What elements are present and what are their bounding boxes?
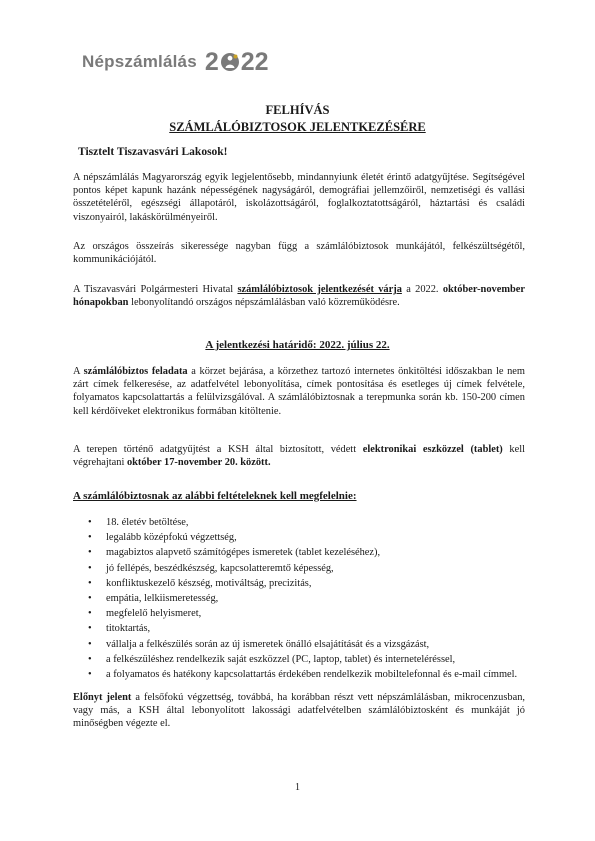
device-period: október 17-november 20. között. [126, 457, 271, 469]
requirement-item: • a felkészüléshez rendelkezik saját eszközzel (PC, laptop, tablet) és interneteléréssel, [88, 652, 528, 667]
logo-text: Népszámlálás [82, 52, 197, 71]
duties-text-2: a körzet bejárása, a körzethez tartozó internetes önkitöltési időszakban le nem zárt címek felkeresése, az adatfelvétel lebonyolítása, címek pontosítása és esetleges új címek felvétele, folyamatos kapcsolattartás a felülvizsgálóval. A számlálóbiztosnak a terepmunka során kb. 150-200 címen kell kérdőíveket elektronikus formában kitöltenie. [73, 366, 525, 417]
document-title: FELHÍVÁS [265, 103, 330, 117]
requirement-item: • magabiztos alapvető számítógépes ismeretek (tablet kezeléséhez), [88, 545, 528, 560]
application-deadline: A jelentkezési határidő: 2022. július 22. [205, 339, 390, 351]
requirement-item: • megfelelő helyismeret, [88, 606, 528, 621]
logo-year-start: 2 [204, 47, 219, 76]
advantage-text: a felsőfokú végzettség, továbbá, ha korábban részt vett népszámlálásban, mikrocenzusban, vagy más, a KSH által lebonyolított lakossági adatfelvételben számlálóbiztosként és munkáját jó minőségben végezte el. [73, 692, 525, 730]
requirement-item: • a folyamatos és hatékony kapcsolattartás érdekében rendelkezik mobiltelefonnal és e-mail címmel. [88, 667, 528, 682]
call-text-2: a 2022. [401, 284, 443, 295]
requirement-item: • 18. életév betöltése, [88, 515, 528, 530]
call-text-3: lebonyolítandó országos népszámlálásban való közreműködésre. [128, 297, 400, 309]
device-text-2: kell végrehajtani [73, 444, 526, 469]
call-paragraph [73, 283, 525, 309]
requirement-item: • jó fellépés, beszédkészség, kapcsolatteremtő képesség, [88, 561, 528, 576]
intro-paragraph: A népszámlálás Magyarország egyik legjelentősebb, mindannyiunk életét érintő adatgyűjtése. Segítségével pontos képet kapunk hazánk népességének nagyságáról, demográfiai jellemzőiről, nemzetiségi és vallási összetételéről, egészségi állapotáról, iskolázottságáról, foglalkoztatottságáról, háztartási és családi viszonyairól, lakáskörülményeiről. [73, 172, 525, 223]
census-figure-icon [220, 52, 240, 72]
requirement-item: • konfliktuskezelő készség, motiváltság, precizitás, [88, 576, 528, 591]
device-paragraph [73, 443, 525, 469]
page-number: 1 [295, 782, 300, 793]
greeting: Tisztelt Tiszavasvári Lakosok! [78, 146, 228, 158]
logo-year [205, 48, 269, 77]
requirement-item: • legalább középfokú végzettség, [88, 530, 528, 545]
logo-year-end: 22 [240, 47, 269, 76]
requirements-title: A számlálóbiztosnak az alábbi feltételeknek kell megfelelnie: [73, 490, 357, 502]
duties-emphasis: számlálóbiztos feladata [83, 366, 188, 377]
call-emphasis: számlálóbiztosok jelentkezését várja [237, 284, 402, 295]
nepszamlalas-logo [82, 48, 269, 76]
call-period: október-november hónapokban [73, 284, 525, 309]
requirements-list [88, 515, 528, 682]
duties-paragraph [73, 365, 525, 418]
requirement-item: • titoktartás, [88, 621, 528, 636]
requirement-item: • vállalja a felkészülés során az új ismeretek önálló elsajátítását és a vizsgázást, [88, 637, 528, 652]
advantage-paragraph [73, 691, 525, 731]
device-emphasis: elektronikai eszközzel (tablet) [362, 444, 503, 455]
requirement-item: • empátia, lelkiismeretesség, [88, 591, 528, 606]
device-text-1: A terepen történő adatgyűjtést a KSH által biztosított, védett [73, 444, 363, 455]
document-subtitle: SZÁMLÁLÓBIZTOSOK JELENTKEZÉSÉRE [169, 120, 426, 134]
success-paragraph: Az országos összeírás sikeressége nagyban függ a számlálóbiztosok munkájától, felkészültségétől, kommunikációjától. [73, 241, 525, 266]
duties-text-1: A [73, 366, 84, 377]
call-text-1: A Tiszavasvári Polgármesteri Hivatal [73, 284, 238, 295]
advantage-emphasis: Előnyt jelent [73, 692, 132, 703]
